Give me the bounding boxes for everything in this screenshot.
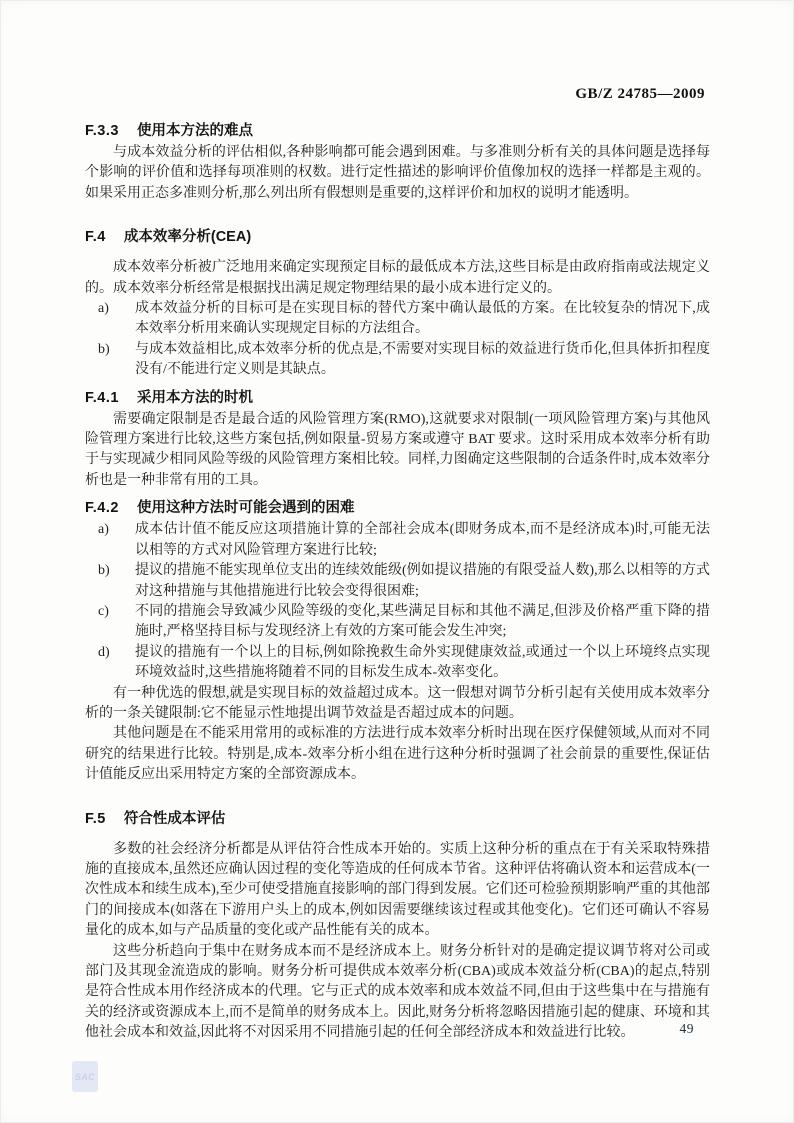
paragraph-f4-2-1: 有一种优选的假想,就是实现目标的效益超过成本。这一假想对调节分析引起有关使用成本效率分析的一条关键限制:它不能显示性地提出调节效益是否超过成本的问题。 <box>85 685 710 721</box>
paragraph-f3-3: 与成本效益分析的评估相似,各种影响都可能会遇到困难。与多准则分析有关的具体问题是选择每个影响的评价值和选择每项准则的权数。进行定性描述的影响评价值像加权的选择一样都是主观的。如果采用正态多准则分析,那么列出所有假想则是重要的,这样评价和加权的说明才能透明。 <box>85 145 710 201</box>
list-item-text: 成本效益分析的目标可是在实现目标的替代方案中确认最低的方案。在比较复杂的情况下,成本效率分析用来确认实现规定目标的方法组合。 <box>135 301 710 337</box>
list-item-f4-2-c <box>85 602 710 643</box>
list-item-label: b) <box>98 563 110 579</box>
heading-f3-3 <box>85 121 710 141</box>
heading-f5-number: F.5 <box>85 810 106 827</box>
paragraph-f5-2: 这些分析趋向于集中在财务成本而不是经济成本上。财务分析针对的是确定提议调节将对公司或部门及其现金流造成的影响。财务分析可提供成本效率分析(CBA)或成本效益分析(CBA)的起点,特别是符合性成本用作经济成本的代理。它与正式的成本效率和成本效益不同,但由于这些集中在与措施有关的经济或资源成本上,而不是简单的财务成本上。因此,财务分析将忽略因措施引起的健康、环境和其他社会成本和效益,因此将不对因采用不同措施引起的任何全部经济成本和效益进行比较。 <box>85 943 710 1041</box>
list-item-f4-2-b <box>85 561 710 602</box>
sac-logo-watermark <box>72 1061 98 1092</box>
list-item-label: d) <box>98 644 110 660</box>
heading-f4-1 <box>85 388 710 408</box>
list-item-label: b) <box>98 341 110 357</box>
list-item-text: 提议的措施不能实现单位支出的连续效能级(例如提议措施的有限受益人数),那么以相等的方式对这种措施与其他措施进行比较会变得很困难; <box>135 563 710 599</box>
list-item-f4-a <box>85 299 710 340</box>
sac-logo-text: SAC <box>75 1071 95 1082</box>
heading-f3-3-title: 使用本方法的难点 <box>136 123 253 139</box>
list-item-label: c) <box>98 603 109 619</box>
list-item-f4-2-a <box>85 520 710 561</box>
list-item-text: 提议的措施有一个以上的目标,例如除挽救生命外实现健康效益,或通过一个以上环境终点实现环境效益时,这些措施将随着不同的目标发生成本-效率变化。 <box>135 644 710 681</box>
heading-f4-title: 成本效率分析(CEA) <box>123 229 252 246</box>
heading-f4-1-title: 采用本方法的时机 <box>136 389 253 406</box>
page-number: 49 <box>679 1021 694 1036</box>
heading-f5 <box>85 809 710 829</box>
heading-f4-2-title: 使用这种方法时可能会遇到的困难 <box>136 500 355 517</box>
heading-f4-1-number: F.4.1 <box>85 389 119 406</box>
list-item-text: 成本估计值不能反应这项措施计算的全部社会成本(即财务成本,而不是经济成本)时,可能无法以相等的方式对风险管理方案进行比较; <box>135 522 710 558</box>
list-item-text: 与成本效益相比,成本效率分析的优点是,不需要对实现目标的效益进行货币化,但具体折扣程度没有/不能进行定义则是其缺点。 <box>135 341 710 378</box>
standard-number-header: GB/Z 24785—2009 <box>575 86 705 102</box>
heading-f3-3-number: F.3.3 <box>85 123 119 139</box>
list-item-f4-2-d <box>85 643 710 684</box>
list-item-f4-b <box>85 340 710 381</box>
list-item-text: 不同的措施会导致减少风险等级的变化,某些满足目标和其他不满足,但涉及价格严重下降的措施时,严格坚持目标与发现经济上有效的方案可能会发生冲突; <box>135 603 710 640</box>
list-item-label: a) <box>98 522 109 538</box>
page-content <box>85 121 710 1044</box>
list-item-label: a) <box>98 301 109 317</box>
paragraph-f4: 成本效率分析被广泛地用来确定实现预定目标的最低成本方法,这些目标是由政府指南或法规定义的。成本效率分析经常是根据找出满足规定物理结果的最小成本进行定义的。 <box>85 260 710 296</box>
paragraph-f4-1: 需要确定限制是否是最合适的风险管理方案(RMO),这就要求对限制(一项风险管理方案)与其他风险管理方案进行比较,这些方案包括,例如限量-贸易方案或遵守 BAT 要求。这时采用成本效率分析有助于与实现减少相同风险等级的风险管理方案相比较。同样,力图确定这些限制的合适条件时,成本效率分析也是一种非常有用的工具。 <box>85 411 710 488</box>
paragraph-f4-2-2: 其他问题是在不能采用常用的或标准的方法进行成本效率分析时出现在医疗保健领域,从而对不同研究的结果进行比较。特别是,成本-效率分析小组在进行这种分析时强调了社会前景的重要性,保证估计值能反应出采用特定方案的全部资源成本。 <box>85 726 710 783</box>
heading-f5-title: 符合性成本评估 <box>123 810 226 827</box>
paragraph-f5-1: 多数的社会经济分析都是从评估符合性成本开始的。实质上这种分析的重点在于有关采取特殊措施的直接成本,虽然还应确认因过程的变化等造成的任何成本节省。这种评估将确认资本和运营成本(一次性成本和续生成本),至少可使受措施直接影响的部门得到发展。它们还可检验预期影响严重的其他部门的间接成本(如落在下游用户头上的成本,例如因需要继续该过程或其他变化)。它们还可确认不容易量化的成本,如与产品质量的变化或产品性能有关的成本。 <box>85 841 710 939</box>
heading-f4-2-number: F.4.2 <box>85 500 119 517</box>
heading-f4-number: F.4 <box>85 229 106 246</box>
heading-f4-2 <box>85 498 710 518</box>
heading-f4 <box>85 227 710 247</box>
